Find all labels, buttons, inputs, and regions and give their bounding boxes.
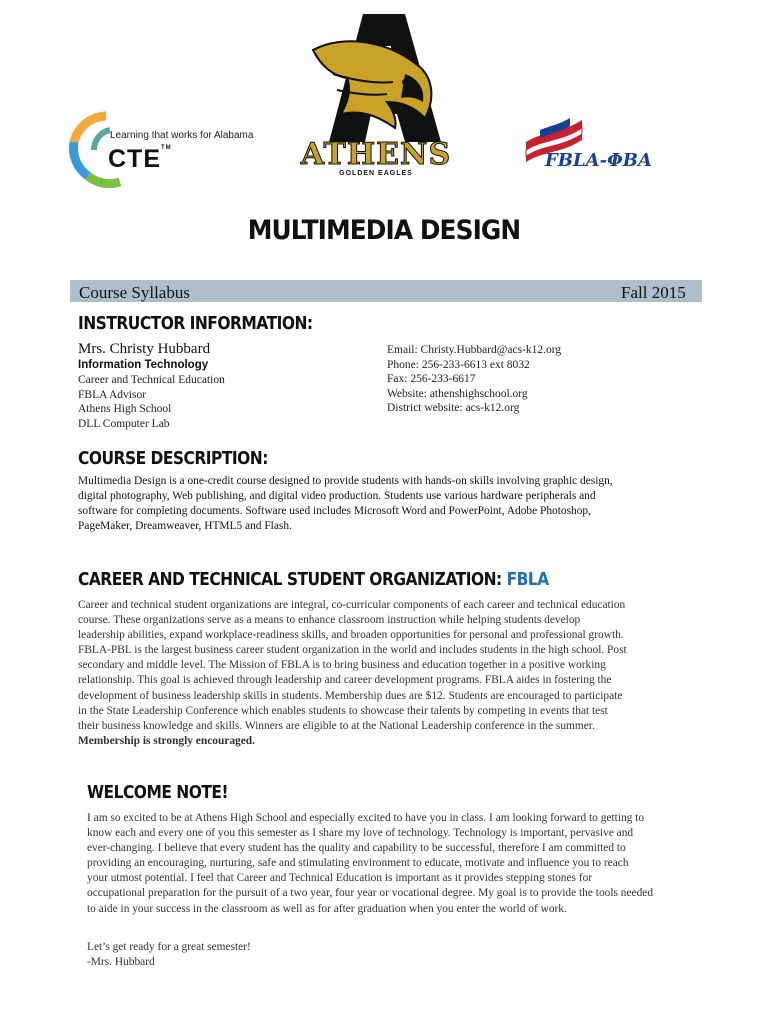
ctso-heading <box>78 569 549 590</box>
paragraph-line: development of business leadership skills in students. Membership dues are $12. Students are encouraged to participate <box>78 689 623 702</box>
instructor-heading: INSTRUCTOR INFORMATION: <box>78 313 313 334</box>
instructor-line: Career and Technical Education <box>78 374 225 386</box>
cte-wordmark: CTE™ <box>108 145 172 173</box>
email-line[interactable]: Email: Christy.Hubbard@acs-k12.org <box>387 344 562 356</box>
paragraph-line: digital photography, Web publishing, and digital video production. Students use various hardware peripherals and <box>78 490 596 503</box>
paragraph-line: ever-changing. I believe that every student has the quality and capability to be successful, therefore I am committed to <box>87 842 626 855</box>
membership-emphasis: Membership is strongly encouraged. <box>78 734 255 747</box>
instructor-name: Mrs. Christy Hubbard <box>78 341 211 357</box>
paragraph-line: secondary and middle level. The Mission of FBLA is to bring business and education together in a positive working <box>78 659 606 672</box>
athens-wordmark: ATHENS <box>300 137 452 172</box>
fbla-accent: FBLA <box>506 569 549 590</box>
ctso-heading-text: CAREER AND TECHNICAL STUDENT ORGANIZATION: <box>78 569 507 590</box>
paragraph-line: to aide in your success in the classroom as well as for after graduation when you enter the world of work. <box>87 902 567 915</box>
fax-line: Fax: 256-233-6617 <box>387 373 476 386</box>
instructor-line: Athens High School <box>78 403 172 416</box>
paragraph-line: relationship. This goal is achieved through leadership and career development programs. FBLA aides in fostering the <box>78 674 612 687</box>
syllabus-label: Course Syllabus <box>79 283 190 302</box>
cte-tagline: Learning that works for Alabama <box>110 130 254 141</box>
paragraph-line: your utmost potential. I feel that Career and Technical Education is important as it provides stepping stones for <box>87 872 593 885</box>
paragraph-line: in the State Leadership Conference which enables students to showcase their talents by competing in events that test <box>78 704 608 717</box>
page-title: MULTIMEDIA DESIGN <box>247 215 521 246</box>
paragraph-line: Career and technical student organizations are integral, co-curricular components of each career and technical education <box>78 599 626 611</box>
paragraph-line: software for completing documents. Software used includes Microsoft Word and PowerPoint, Adobe Photoshop, <box>78 505 591 518</box>
paragraph-line: know each and every one of you this semester as I share my love of technology. Technology is important, pervasive and <box>87 827 634 840</box>
signoff <box>87 940 251 970</box>
paragraph-line: course. These organizations serve as a means to enhance classroom instruction while helping students develop <box>78 614 581 627</box>
ctso-text <box>78 598 627 749</box>
welcome-heading: WELCOME NOTE! <box>87 782 229 803</box>
fbla-wordmark: FBLA-ΦBA <box>545 150 652 171</box>
district-website-line[interactable]: District website: acs-k12.org <box>387 402 520 415</box>
course-description-heading: COURSE DESCRIPTION: <box>78 448 268 469</box>
term-label: Fall 2015 <box>621 283 686 302</box>
welcome-text <box>87 811 653 917</box>
paragraph-line: providing an encouraging, nurturing, safe and stimulating environment to educate, motivate and influence you to reach <box>87 857 629 870</box>
paragraph-line: PageMaker, Dreamweaver, HTML5 and Flash. <box>78 520 292 533</box>
instructor-line: FBLA Advisor <box>78 388 147 401</box>
athens-subtitle: GOLDEN EAGLES <box>339 170 413 177</box>
instructor-department: Information Technology <box>78 359 209 371</box>
paragraph-line: Multimedia Design is a one-credit course designed to provide students with hands-on skills involving graphic design, <box>78 475 613 487</box>
phone-line: Phone: 256-233-6613 ext 8032 <box>387 358 530 371</box>
paragraph-line: leadership abilities, expand workplace-readiness skills, and broaden opportunities for personal and professional growth. <box>78 629 624 642</box>
contact-details <box>387 343 561 416</box>
paragraph-line: I am so excited to be at Athens High School and especially excited to have you in class. I am looking forward to getting to <box>87 812 645 824</box>
signature-line: -Mrs. Hubbard <box>87 956 155 969</box>
paragraph-line: their business knowledge and skills. Winners are eligible to at the National Leadership conference in the summer. <box>78 719 595 732</box>
instructor-details <box>78 373 225 431</box>
instructor-line: DLL Computer Lab <box>78 417 170 430</box>
course-description-text <box>78 474 613 534</box>
paragraph-line: occupational preparation for the pursuit of a two year, four year or vocational degree. My goal is to provide the tools needed <box>87 887 654 900</box>
paragraph-line: FBLA-PBL is the largest business career student organization in the world and includes students in the high school. Post <box>78 644 627 657</box>
website-line[interactable]: Website: athenshighschool.org <box>387 387 528 400</box>
closing-line: Let’s get ready for a great semester! <box>87 941 251 953</box>
